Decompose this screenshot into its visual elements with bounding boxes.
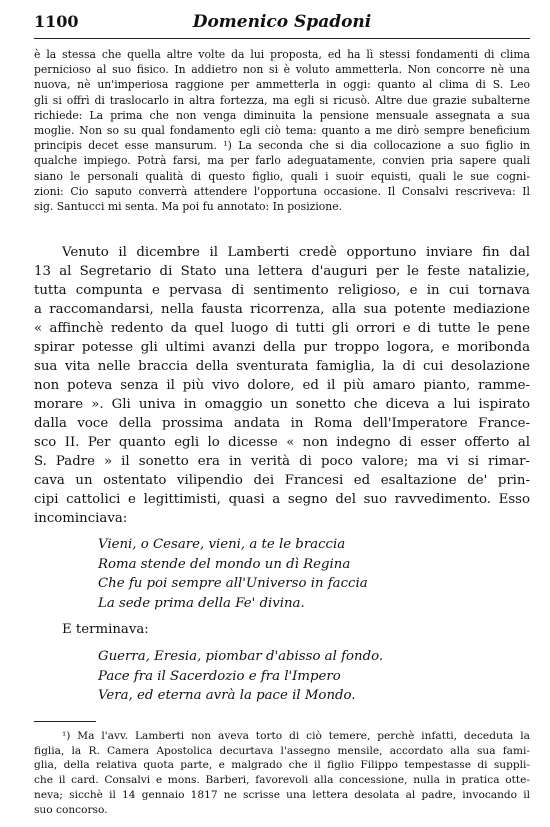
verse-line: Roma stende del mondo un dì Regina xyxy=(98,556,351,572)
text-line: moglie. Non so su qual fondamento egli ciò tema: quanto a me dirò sempre beneficium xyxy=(34,124,530,138)
text-line: 13 al Segretario di Stato una lettera d'auguri per le feste natalizie, xyxy=(34,264,530,279)
footnote-line: glia, della relativa quota parte, e malgrado che il figlio Filippo tempestasse di suppli- xyxy=(34,759,530,772)
header-rule xyxy=(34,38,530,39)
verse-line: Pace fra il Sacerdozio e fra l'Impero xyxy=(98,668,341,684)
text-line: cava un ostentato vilipendio dei Francesi ed esaltazione de' prin- xyxy=(34,473,530,488)
running-header xyxy=(34,12,530,36)
verse-line: La sede prima della Fe' divina. xyxy=(98,595,305,611)
text-line: qualche impiego. Potrà farsi, ma per farlo adeguatamente, convien pria sapere quali xyxy=(34,154,530,168)
verse-line: Che fu poi sempre all'Universo in faccia xyxy=(98,576,368,591)
text-line: incominciava: xyxy=(34,511,128,526)
footnote-line: figlia, la R. Camera Apostolica decurtava l'assegno mensile, accordato alla sua fami- xyxy=(34,744,530,757)
text-line: richiede: La prima che non venga diminuita la pensione mensuale assegnata a sua xyxy=(34,108,530,122)
text-line: principis decet esse mansurum. ¹) La seconda che si dia collocazione a suo figlio in xyxy=(34,139,530,153)
text-line: non poteva senza il più vivo dolore, ed il più amaro pianto, ramme- xyxy=(34,378,530,393)
text-line: sua vita nelle braccia della sventurata famiglia, la di cui desolazione xyxy=(34,359,530,374)
main-paragraph xyxy=(34,243,530,528)
text-line: tutta compunta e pervasa di sentimento religioso, e in cui tornava xyxy=(34,283,530,298)
text-line: è la stessa che quella altre volte da lui proposta, ed ha lì stessi fondamenti di clima xyxy=(34,48,530,61)
text-line: siano le personali qualità di questo figlio, quali i suoir equisti, quali le sue cogni- xyxy=(34,169,530,183)
verse-line: Guerra, Eresia, piombar d'abisso al fondo. xyxy=(98,649,384,664)
text-line: sig. Santucci mi senta. Ma poi fu annotato: In posizione. xyxy=(34,200,343,214)
text-line: Venuto il dicembre il Lamberti credè opportuno inviare fin dal xyxy=(62,245,530,260)
text-line: « affinchè redento da quel luogo di tutti gli orrori e di tutte le pene xyxy=(34,321,530,336)
text-line: nuova, nè un'imperiosa raggione per ammetterla in oggi: quanto al clima di S. Leo xyxy=(34,78,530,92)
footnote xyxy=(34,729,530,817)
running-title: Domenico Spadoni xyxy=(192,12,372,32)
footnote-line: che il card. Consalvi e mons. Barberi, favorevoli alla concessione, nulla in pratica otte- xyxy=(34,774,530,787)
footnote-line: ¹) Ma l'avv. Lamberti non aveva torto di ciò temere, perchè infatti, deceduta la xyxy=(62,730,530,742)
text-line: cipi cattolici e legittimisti, quasi a segno del suo ravvedimento. Esso xyxy=(34,492,530,507)
footnote-line: neva; sicchè il 14 gennaio 1817 ne scrisse una lettera desolata al padre, invocando il xyxy=(34,788,530,801)
quoted-report-paragraph xyxy=(34,47,530,214)
verse-lead-in: E terminava: xyxy=(62,622,149,637)
footnote-rule xyxy=(34,721,96,722)
text-line: sco II. Per quanto egli lo dicesse « non indegno di esser offerto al xyxy=(34,435,530,450)
sonnet-opening xyxy=(98,535,518,613)
text-line: zioni: Cio saputo converrà attendere l'opportuna occasione. Il Consalvi rescriveva: Il xyxy=(34,184,530,198)
footnote-line: suo concorso. xyxy=(34,803,108,816)
text-line: gli si offrì di traslocarlo in altra fortezza, ma egli si ricusò. Altre due grazie subalterne xyxy=(34,93,530,107)
verse-line: Vieni, o Cesare, vieni, a te le braccia xyxy=(98,537,346,552)
text-line: spirar potesse gli ultimi avanzi della pur troppo logora, e moribonda xyxy=(34,340,530,355)
text-line: dalla voce della prossima andata in Roma dell'Imperatore France- xyxy=(34,416,530,431)
page-number: 1100 xyxy=(34,12,79,31)
text-line: a raccomandarsi, nella fausta ricorrenza, alla sua potente mediazione xyxy=(34,302,530,317)
text-line: S. Padre » il sonetto era in verità di poco valore; ma vi si rimar- xyxy=(34,454,530,469)
verse-line: Vera, ed eterna avrà la pace il Mondo. xyxy=(98,688,356,703)
text-line: pernicioso al suo fisico. In addietro non si è voluto ammetterla. Non concorre nè una xyxy=(34,63,530,77)
text-line: morare ». Gli univa in omaggio un sonetto che diceva a lui ispirato xyxy=(34,397,530,412)
sonnet-ending xyxy=(98,647,518,706)
